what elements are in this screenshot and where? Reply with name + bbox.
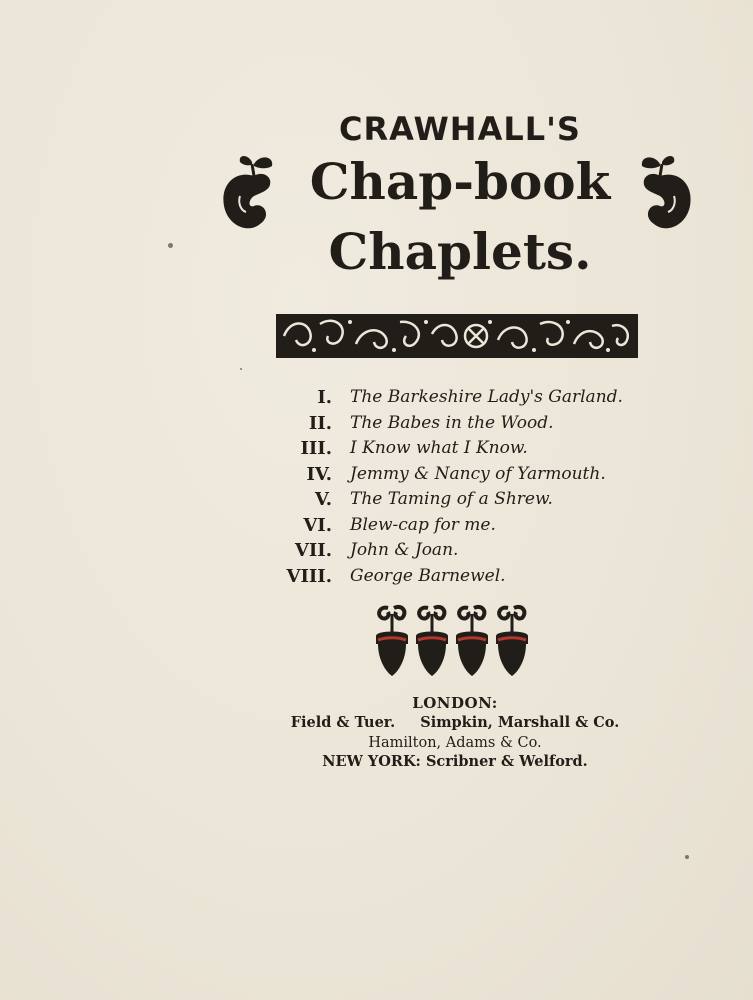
contents-list — [270, 387, 670, 591]
item-numeral: I. — [317, 387, 332, 408]
title-line-2: Chap-book — [309, 152, 611, 211]
list-item — [270, 566, 670, 592]
paper-speck — [240, 368, 242, 370]
acorn-row-ornament — [372, 602, 534, 686]
publisher-simpkin-marshall: Simpkin, Marshall & Co. — [420, 714, 620, 731]
floral-band-ornament — [276, 310, 638, 366]
paper-speck — [168, 243, 173, 248]
item-title: The Taming of a Shrew. — [350, 489, 553, 509]
list-item — [270, 413, 670, 439]
item-numeral: III. — [300, 438, 332, 459]
list-item — [270, 387, 670, 413]
list-item — [270, 515, 670, 541]
item-numeral: IV. — [306, 463, 332, 485]
paper-speck — [685, 855, 689, 859]
item-title: George Barnewel. — [350, 565, 506, 586]
imprint-publishers-line — [280, 714, 630, 731]
apple-left-icon — [218, 150, 290, 238]
item-numeral: VI. — [303, 514, 332, 536]
publisher-field-tuer: Field & Tuer. — [290, 714, 396, 731]
title-line-1: CRAWHALL'S — [339, 110, 581, 148]
item-title: John & Joan. — [350, 540, 459, 560]
item-title: The Babes in the Wood. — [350, 412, 554, 433]
publisher-hamilton-adams: Hamilton, Adams & Co. — [368, 735, 542, 751]
list-item — [270, 464, 670, 490]
list-item — [270, 438, 670, 464]
title-line-3: Chaplets. — [328, 222, 592, 281]
publisher-new-york: NEW YORK: Scribner & Welford. — [322, 753, 588, 770]
list-item — [270, 540, 670, 566]
imprint-city: LONDON: — [412, 694, 498, 712]
item-numeral: VII. — [294, 540, 332, 561]
item-numeral: V. — [314, 489, 332, 510]
item-numeral: II. — [308, 412, 332, 434]
list-item — [270, 489, 670, 515]
item-numeral: VIII. — [286, 565, 332, 587]
item-title: I Know what I Know. — [350, 438, 528, 458]
apple-right-icon — [624, 150, 696, 238]
item-title: The Barkeshire Lady's Garland. — [350, 387, 623, 407]
item-title: Jemmy & Nancy of Yarmouth. — [350, 463, 606, 484]
item-title: Blew-cap for me. — [350, 514, 496, 535]
